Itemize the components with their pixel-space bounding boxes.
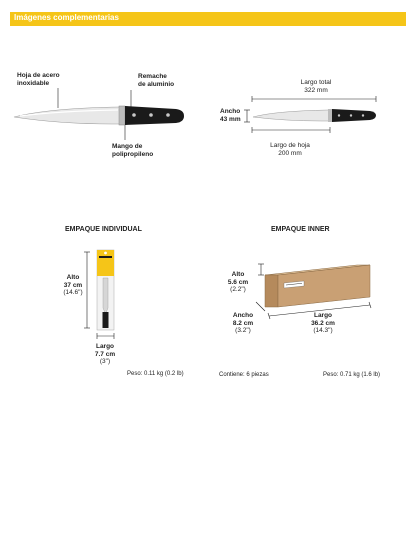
inner-width-line [256,302,265,311]
rivet-label-line-2: de aluminio [138,80,175,88]
knife-width-value: 43 mm [220,115,241,123]
inner-height-cm: 5.6 cm [227,278,249,286]
inner-height-caption: Alto [231,271,245,278]
box-side [265,275,278,307]
inner-length-in: (14.3") [313,327,333,334]
inner-length-label [308,312,338,335]
inner-length-cm: 36.2 cm [311,319,335,327]
individual-height-in: (14.6") [63,289,83,296]
inner-height-label [226,271,250,294]
blade-length-caption: Largo de hoja [270,142,310,149]
inner-length-caption: Largo [313,312,333,319]
section-title: Imágenes complementarias [14,13,119,22]
handle-label-line-2: polipropileno [112,150,154,158]
inner-package-title: EMPAQUE INNER [271,226,330,233]
individual-package-title: EMPAQUE INDIVIDUAL [65,226,142,233]
individual-length-cm: 7.7 cm [94,350,116,358]
blade-label-line-2: inoxidable [17,79,50,87]
inner-width-caption: Ancho [232,312,254,319]
individual-weight: Peso: 0.11 kg (0.2 lb) [127,371,184,377]
rivet-label-line-1: Remache [138,73,167,80]
inner-width-label [230,312,256,335]
individual-height-caption: Alto [66,274,80,281]
inner-width-cm: 8.2 cm [232,319,254,327]
knife-width-caption: Ancho [220,108,241,115]
handle-label-line-1: Mango de [112,143,143,150]
blade-label-line-1: Hoja de acero [17,72,60,79]
inner-contents: Contiene: 6 piezas [219,372,269,378]
individual-length-in: (3") [99,358,111,365]
inner-height-in: (2.2") [230,286,246,293]
inner-weight: Peso: 0.71 kg (1.6 lb) [323,372,381,378]
total-length-caption: Largo total [300,79,332,86]
individual-length-caption: Largo [95,343,115,350]
blade-length-value: 200 mm [278,149,302,157]
individual-height-cm: 37 cm [63,281,83,289]
inner-width-in: (3.2") [235,327,251,334]
total-length-value: 322 mm [304,86,328,94]
